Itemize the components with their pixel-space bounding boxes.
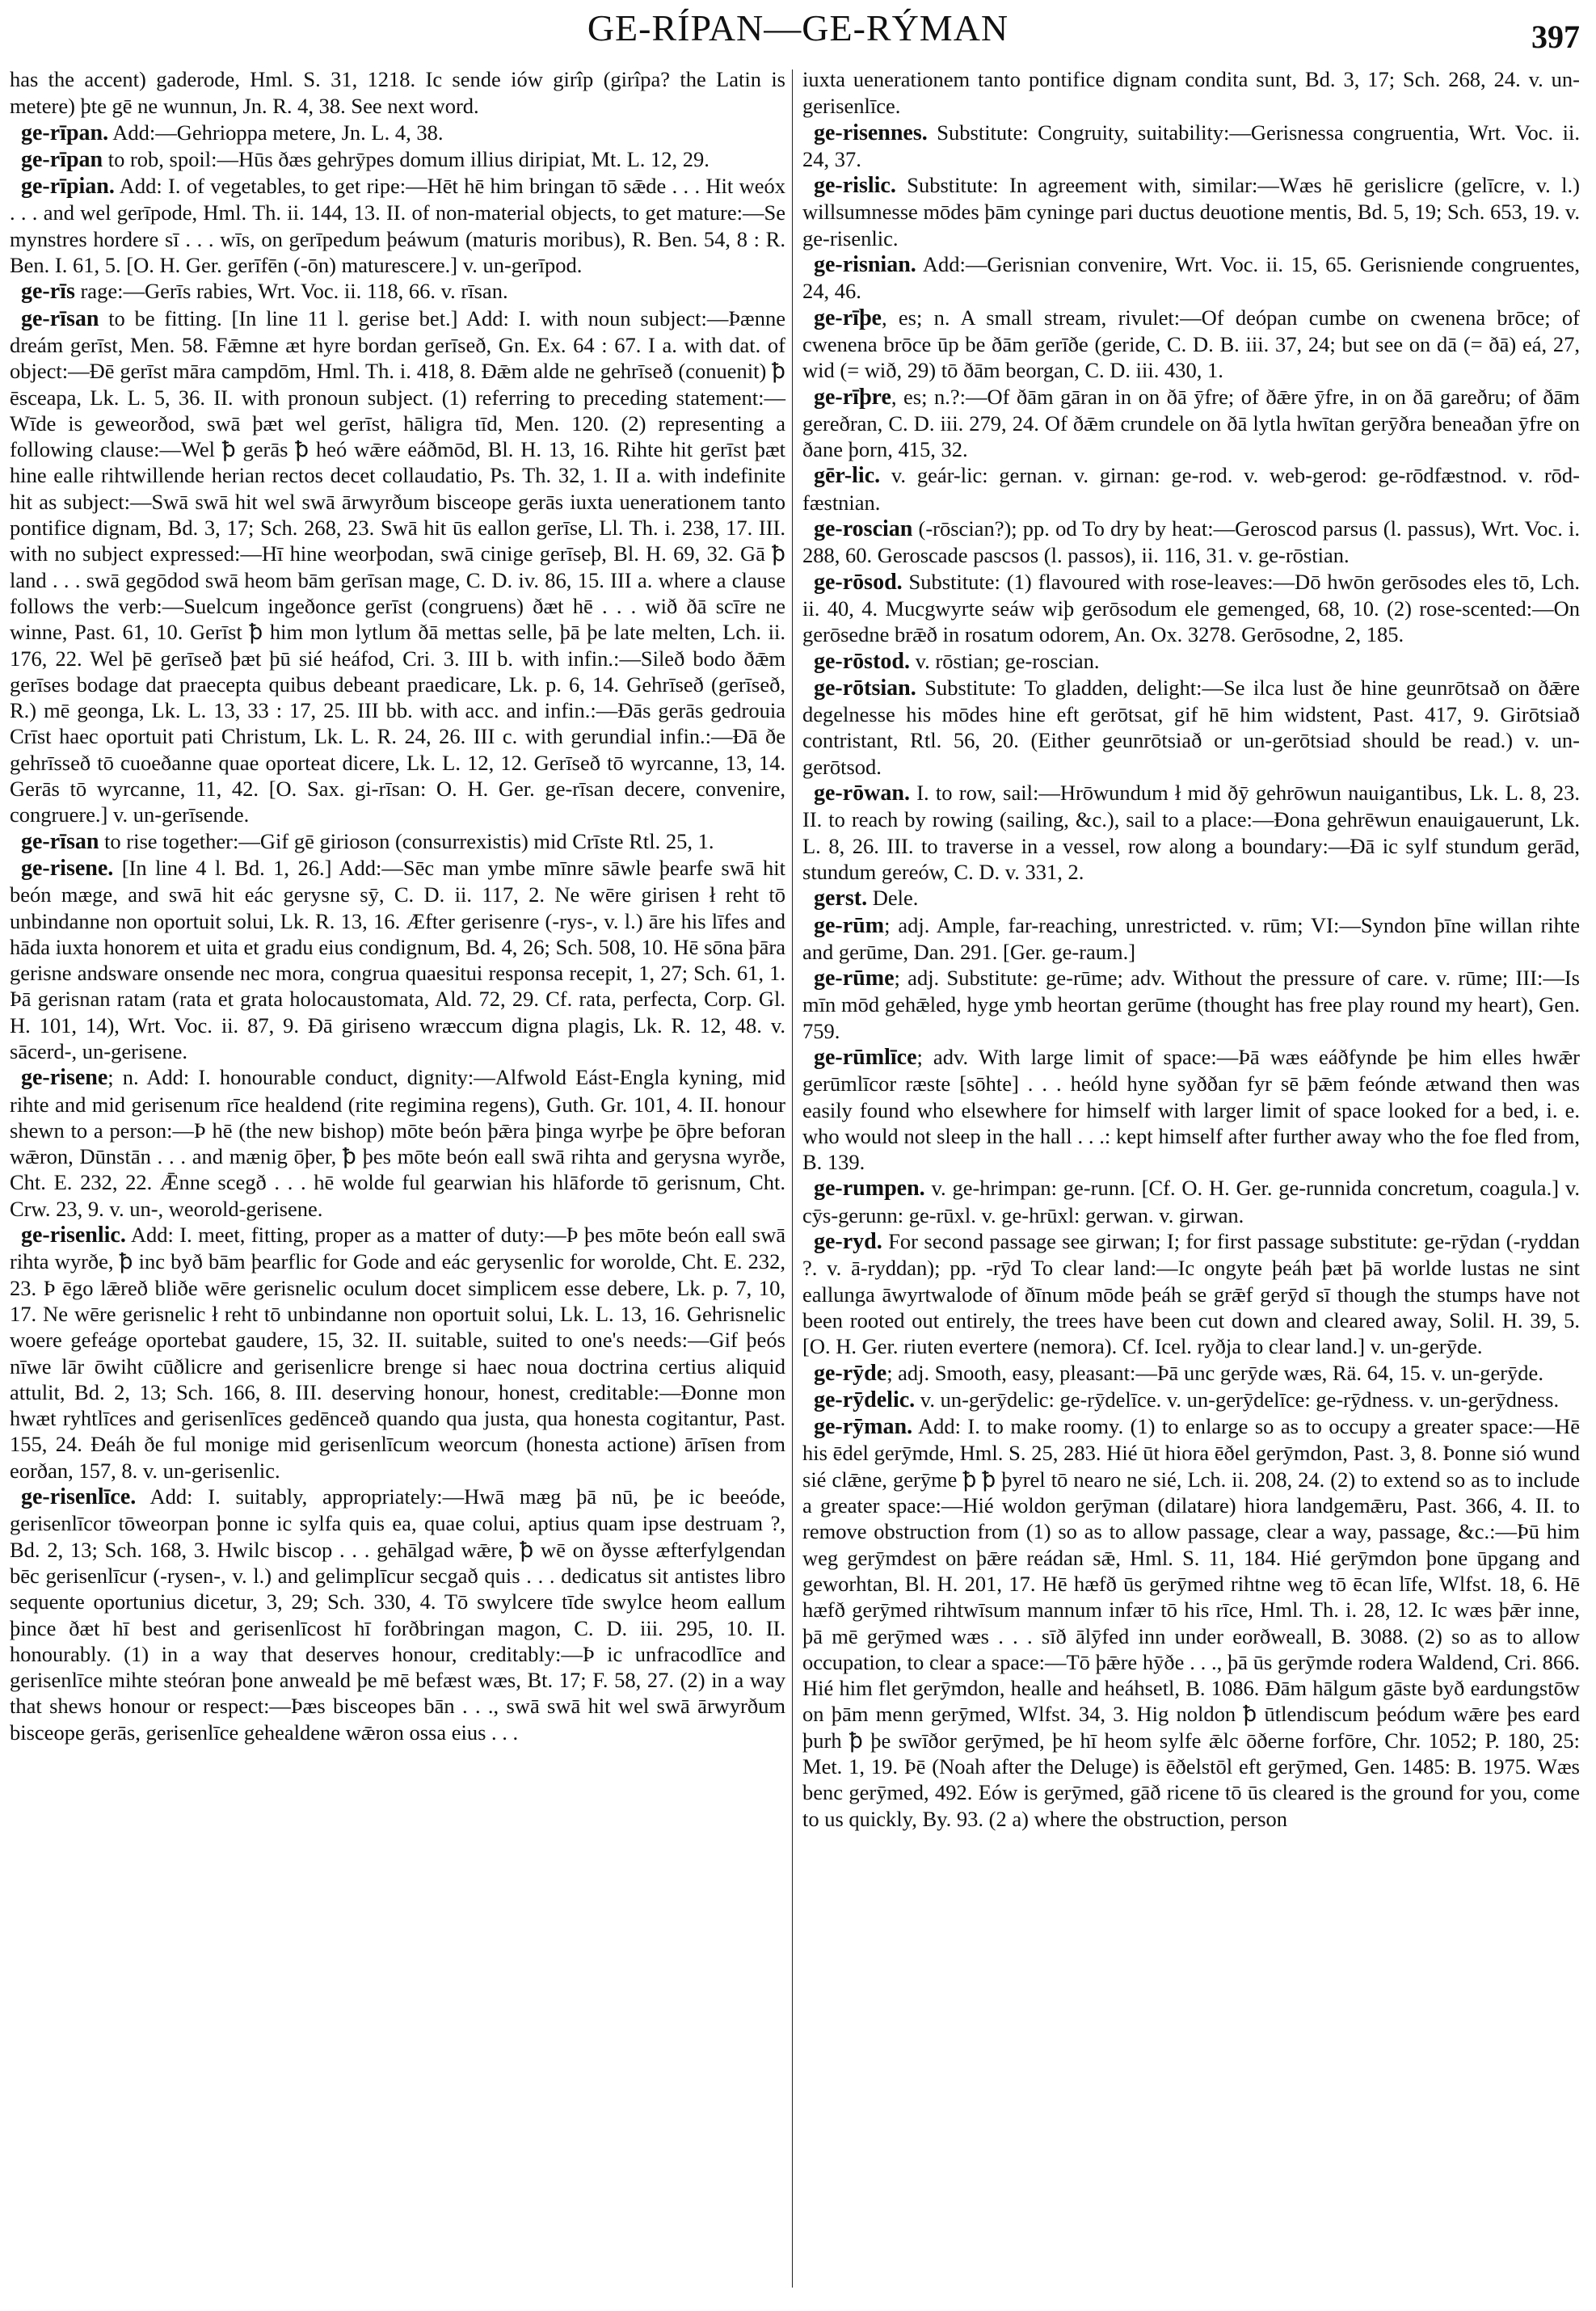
- right-column: [802, 66, 1580, 1832]
- entry-body: ; adv. With large limit of space:—Þā wæs eáðfynde þe him elles hwǣr gerūmlīcor ræste [sōhte] . . . heóld hyne syððan fyr sē þǣm feónde ætwand then was easily found who elsewhere for himself with larger limit of space looked for a bed, i. e. who would not sleep in the hall . . .: kept himself after further away who the foe fled from, B. 139.: [802, 1044, 1580, 1175]
- entry-body: ; adj. Ample, far-reaching, unrestricted. v. rūm; VI:—Syndon þīne willan rihte and gerūme, Dan. 291. [Ger. ge-raum.]: [802, 912, 1580, 964]
- entry-body: ; adj. Smooth, easy, pleasant:—Þā unc gerȳde wæs, Rä. 64, 15. v. un-gerȳde.: [886, 1360, 1543, 1385]
- dictionary-entry: [802, 965, 1580, 1044]
- headword: ge-rīpian.: [21, 174, 115, 200]
- entry-body: (-rōscian?); pp. od To dry by heat:—Geroscod parsus (l. passus), Wrt. Voc. i. 288, 60. Geroscade pascsos (l. passos), ii. 116, 31. v. ge-rōstian.: [802, 516, 1580, 568]
- entry-body: Dele.: [867, 886, 919, 911]
- entry-body: For second passage see girwan; I; for first passage substitute: ge-rȳdan (-ryddan ?. v. ā-ryddan); pp. -rȳd To clear land:—Ic ongyte þeáh þæt þā worlde lustas ne sint eallunga āwyrtwalode of ðīnum mōde þeáh se grǣf gerȳd sī though the stumps have not been rooted out entirely, the trees have been cut down and cleared away, Solil. H. 39, 5. [O. H. Ger. riuten evertere (nemora). Cf. Icel. ryðja to clear land.] v. un-gerȳde.: [802, 1229, 1580, 1359]
- entry-body: , es; n. A small stream, rivulet:—Of deópan cumbe on cwenena brōce; of cwenena brōce ūp be ðām gerīðe (geride, C. D. B. iii. 37, 24; but see on dā (= ðā) eá, 27, wid (= wið, 29) tō ðām beorgan, C. D. iii. 430, 1.: [802, 305, 1580, 383]
- headword: ge-ryd.: [814, 1229, 882, 1255]
- entry-body: Substitute: (1) flavoured with rose-leaves:—Dō hwōn gerōsodes eles tō, Lch. ii. 40, 4. Mucgwyrte seáw wiþ gerōsodum ele gemenged, 68, 10. (2) rose-scented:—On gerōsedne brǣð in rosatum odorem, An. Ox. 3278. Gerōsodne, 2, 185.: [802, 569, 1580, 647]
- headword: ge-risnian.: [814, 252, 916, 278]
- headword: ge-rīþre: [814, 384, 891, 410]
- left-column: [10, 66, 785, 1745]
- entry-body: iuxta uenerationem tanto pontifice dignam condita sunt, Bd. 3, 17; Sch. 268, 24. v. un-gerisenlīce.: [802, 67, 1580, 119]
- dictionary-entry: [802, 251, 1580, 305]
- dictionary-entry: [802, 305, 1580, 384]
- entry-body: Add: I. suitably, appropriately:—Hwā mæg þā nū, þe ic beeóde, gerisenlīcor tōweorpan þonne ic sylfa quis ea, quae colui, aptius quam ipse destruam ?, Bd. 2, 13; Sch. 168, 3. Hwilc biscop . . . gehālgad wǣre, ꝥ wē on ðysse æfterfylgendan bēc gerisenlīcur (-rysen-, v. l.) and gelimplīcur secgað quis . . . dedicatus sit antistes libro sequente oportunius dicetur, 3, 29; Sch. 330, 4. Tō swylcere tīde swylce heom eallum þince ðæt hī best and gerisenlīcost hī forðbringan magon, C. D. iii. 295, 10. II. honourably. (1) in a way that deserves honour, creditably:—Þ ic unfracodlīce and gerisenlīce mihte steóran þone anweald þe mē befæst wæs, Bt. 17; F. 58, 27. (2) in a way that shews honour or respect:—Þæs bisceopes bān . . ., swā swā hit wel swā ārwyrðum bisceope gerās, gerisenlīce gehealdene wǣron ossa eius . . .: [10, 1484, 785, 1745]
- headword: ge-rīþe: [814, 305, 882, 330]
- headword: ge-rȳdelic.: [814, 1387, 916, 1412]
- headword: ge-rōwan.: [814, 781, 910, 806]
- entry-body: to be fitting. [In line 11 l. gerise bet.] Add: I. with noun subject:—Þænne dreám gerīst, Men. 58. Fǣmne æt hyre bordan gerīseð, Gn. Ex. 64 : 67. I a. with dat. of object:—Ðē gerīst māra campdōm, Hml. Th. i. 418, 8. Ðǣm alde ne gehrīseð (conuenit) ꝥ ēsceapa, Lk. L. 5, 36. II. with pronoun subject. (1) referring to preceding statement:—Wīde is geweorðod, swā þæt wel gerīst, hāligra tīd, Men. 120. (2) representing a following clause:—Wel ꝥ gerās ꝥ heó wǣre eáðmōd, Bl. H. 13, 16. Rihte hit gerīst þæt hine ealle rihtwillende herian rectos decet collaudatio, Ps. Th. 32, 1. II a. with indefinite hit as subject:—Swā swā hit wel swā ārwyrðum bisceope gerās iuxta uenerationem tanto pontifice dignam, Bd. 3, 17; Sch. 268, 23. Swā hit ūs eallon gerīse, Ll. Th. i. 238, 17. III. with no subject expressed:—Hī hine weorþodan, swā cinige gerīseþ, Bl. H. 69, 32. Gā ꝥ land . . . swā gegōdod swā heom bām gerīsan mage, C. D. iv. 86, 15. III a. where a clause follows the verb:—Suelcum ingeðonce gerīst (congruens) ðæt hē . . . wið ðā scīre ne winne, Past. 61, 10. Gerīst ꝥ him mon lytlum ðā mettas selle, þā þe late melten, Lch. ii. 176, 22. Wel þē gerīseð þæt þū sié heáfod, Cri. 3. III b. with infin.:—Sileð bodo ðǣm gerīses bodage dat praecepta quibus debeant praedicare, Lk. p. 6, 14. Gehrīseð (gerīseð, R.) mē geonga, Lk. L. 13, 33 : 17, 25. III bb. with acc. and infin.:—Ðās gerās gedrouia Crīst haec oportuit pati Christum, Lk. L. R. 24, 26. III c. with gerundial infin.:—Ðā ðe gehrīsseð tō cuoeðanne quae oporteat dicere, Lk. L. 12, 12. Gerīseð tō wyrcanne, 13, 14. Gerās tō wyrcanne, 11, 42. [O. Sax. gi-rīsan: O. H. Ger. ge-rīsan decere, convenire, congruere.] v. un-gerīsende.: [10, 305, 785, 827]
- headword: ge-rūmlīce: [814, 1044, 917, 1070]
- dictionary-entry: [802, 172, 1580, 251]
- headword: ge-risene.: [21, 855, 114, 881]
- headword: ge-rȳman.: [814, 1414, 913, 1440]
- headword: ge-risene: [21, 1065, 108, 1091]
- headword: ge-rōtsian.: [814, 675, 916, 701]
- headword: ge-rīsan: [21, 305, 99, 331]
- entry-body: v. geár-lic: gernan. v. girnan: ge-rod. v. web-gerod: ge-rōdfæstnod. v. rōd-fæstnian.: [802, 463, 1580, 515]
- dictionary-entry: [802, 780, 1580, 885]
- entry-body: v. un-gerȳdelic: ge-rȳdelīce. v. un-gerȳdelīce: ge-rȳdness. v. un-gerȳdness.: [915, 1387, 1560, 1412]
- dictionary-entry: [802, 885, 1580, 911]
- dictionary-entry: [10, 1064, 785, 1222]
- headword: ge-risenlic.: [21, 1223, 126, 1248]
- entry-body: Add:—Gerisnian convenire, Wrt. Voc. ii. 15, 65. Gerisniende congruentes, 24, 46.: [802, 252, 1580, 304]
- headword: ge-rislic.: [814, 173, 896, 199]
- dictionary-entry: [802, 912, 1580, 966]
- dictionary-entry: [802, 462, 1580, 516]
- entry-body: ; n. Add: I. honourable conduct, dignity:—Alfwold Eást-Engla kyning, mid rihte and mid gerisenum rīce healdend (rite regimina regens), Guth. Gr. 101, 4. II. honour shewn to a person:—Þ hē (the new bishop) mōte beón þǣra þinga wyrþe þe ōþre beforan wǣron, Dūnstān . . . and mænig ōþer, ꝥ þes mōte beón eall swā rihta and gerysna wyrðe, Cht. E. 232, 22. Ǣnne scegð . . . hē wolde ful gearwian his hlāforde tō gerisnum, Cht. Crw. 23, 9. v. un-, weorold-gerisene.: [10, 1065, 785, 1221]
- entry-body: rage:—Gerīs rabies, Wrt. Voc. ii. 118, 66. v. rīsan.: [74, 279, 508, 304]
- running-head: GE-RÍPAN—GE-RÝMAN: [587, 7, 1009, 48]
- page-number: 397: [1531, 19, 1580, 55]
- entry-continuation: [10, 66, 785, 120]
- dictionary-entry: [802, 120, 1580, 173]
- entry-body: to rise together:—Gif gē girioson (consurrexistis) mid Crīste Rtl. 25, 1.: [99, 828, 714, 853]
- headword: ge-roscian: [814, 516, 913, 542]
- dictionary-entry: [10, 146, 785, 173]
- entry-body: to rob, spoil:—Hūs ðæs gehrȳpes domum illius diripiat, Mt. L. 12, 29.: [103, 146, 710, 171]
- dictionary-entry: [10, 828, 785, 855]
- entry-body: Substitute: Congruity, suitability:—Gerisnessa congruentia, Wrt. Voc. ii. 24, 37.: [802, 120, 1580, 171]
- entry-body: v. rōstian; ge-roscian.: [909, 648, 1100, 673]
- entry-body: Add: I. to make roomy. (1) to enlarge so as to occupy a greater space:—Hē his ēdel gerȳmde, Hml. S. 25, 283. Hié ūt hiora ēðel gerȳmdon, Past. 3, 8. Þonne sió wund sié clǣne, gerȳme ꝥ ꝥ þyrel tō nearo ne sié, Lch. ii. 208, 24. (2) to extend so as to include a greater space:—Hié woldon gerȳman (dilatare) hiora landgemǣru, Past. 366, 4. II. to remove obstruction from (1) so as to allow passage, clear a way, passage, &c.:—Þū him weg gerȳmdest on þǣre reádan sǣ, Hml. S. 11, 184. Hié gerȳmdon þone ūpgang and geworhtan, Bl. H. 201, 17. Hē hæfð ūs gerȳmed rihtne weg tō ēcan līfe, Wlfst. 18, 6. Hē hæfð gerȳmed rihtwīsum mannum infær tō his rīce, Hml. Th. i. 28, 12. Ic wæs þǣr inne, þā mē gerȳmed wæs . . . sīð ālȳfed inn under eorðweall, B. 3088. (2) so as to allow occupation, to clear a space:—Tō þǣre hȳðe . . ., þā ūs gerȳmde rodera Waldend, Cri. 866. Hié him flet gerȳmdon, healle and heáhsetl, B. 1086. Ðām hālgum gāste byð eardungstōw on þām menn gerȳmed, Wlfst. 34, 3. Hig noldon ꝥ ūtlendiscum þeódum wǣre þes eard þurh ꝥ þe swīðor gerȳmed, þe hī heom sylfe ǣlc ōðerne forfōre, Chr. 1052; P. 180, 25: Met. 1, 19. Þē (Noah after the Deluge) is ēðelstōl eft gerȳmed, Gen. 1485: B. 1975. Wæs benc gerȳmed, 492. Eów is gerȳmed, gāð ricene tō ūs cleared is the ground for you, come to us quickly, By. 93. (2 a) where the obstruction, person: [802, 1414, 1580, 1831]
- dictionary-entry: [802, 569, 1580, 648]
- dictionary-entry: [10, 855, 785, 1064]
- dictionary-entry: [10, 1484, 785, 1745]
- entry-body: I. to row, sail:—Hrōwundum ł mid ðȳ gehrōwun nauigantibus, Lk. L. 8, 23. II. to reach by rowing (sailing, &c.), sail to a place:—Ðona gehrēwun enauigauerunt, Lk. L. 8, 26. III. to traverse in a vessel, row along a boundary:—Ðā ic sylf stundum gerād, stundum gereów, C. D. v. 331, 2.: [802, 781, 1580, 884]
- headword: ge-rīpan.: [21, 120, 109, 145]
- dictionary-entry: [802, 1413, 1580, 1832]
- dictionary-entry: [802, 675, 1580, 780]
- headword: ge-rīpan: [21, 146, 103, 172]
- dictionary-entry: [802, 1360, 1580, 1387]
- dictionary-entry: [802, 1175, 1580, 1228]
- headword: ge-risennes.: [814, 120, 928, 145]
- headword: ge-rōsod.: [814, 569, 903, 595]
- dictionary-entry: [802, 1044, 1580, 1175]
- column-divider: [792, 69, 793, 2288]
- dictionary-entry: [10, 278, 785, 305]
- headword: ge-rīsan: [21, 828, 99, 854]
- headword: ge-rūme: [814, 966, 895, 991]
- dictionary-entry: [802, 1387, 1580, 1413]
- entry-continuation: [802, 66, 1580, 120]
- entry-body: Add: I. of vegetables, to get ripe:—Hēt hē him bringan tō sǣde . . . Hit weóx . . . and wel gerīpode, Hml. Th. ii. 144, 13. II. of non-material objects, to get mature:—Se mynstres hordere sī . . . wīs, on gerīpedum þeáwum (maturis moribus), R. Ben. 54, 8 : R. Ben. I. 61, 5. [O. H. Ger. gerīfēn (-ōn) maturescere.] v. un-gerīpod.: [10, 174, 785, 278]
- dictionary-entry: [10, 1222, 785, 1484]
- dictionary-entry: [10, 120, 785, 146]
- entry-body: Substitute: In agreement with, similar:—Wæs hē gerislicre (gelīcre, v. l.) willsumnesse mōdes þām cyninge pari ductus deuotione mentis, Bd. 5, 19; Sch. 653, 19. v. ge-risenlic.: [802, 173, 1580, 250]
- entry-body: Add: I. meet, fitting, proper as a matter of duty:—Þ þes mōte beón eall swā rihta wyrðe, ꝥ inc byð bām þearflic for Gode and eác gerysenlic for worolde, Cht. E. 232, 23. Þ ēgo lǣreð bliðe wēre gerisnelic oculum docet simplicem esse debere, Lk. p. 7, 10, 17. Ne wēre gerisnelic ł reht tō unbindanne non oportuit solui, Lk. L. 13, 16. Gehrisnelic woere gefeáge oportebat gaudere, 15, 32. II. suitable, suited to one's needs:—Gif þeós nīwe lār ōwiht cūðlicre and gerisenlicre brenge si haec noua doctrina certius aliquid attulit, Bd. 2, 13; Sch. 166, 8. III. deserving honour, honest, creditable:—Ðonne mon hwæt ryhtlīces and gerisenlīces gedēnceð quando qua justa, qua honesta cogitantur, Past. 155, 24. Ðeáh ðe ful monige mid gerisenlīcum weorcum (honesta actione) ārīsen from eorðan, 157, 8. v. un-gerisenlic.: [10, 1223, 785, 1483]
- headword: ge-rīs: [21, 279, 75, 305]
- dictionary-entry: [10, 305, 785, 828]
- headword: ge-risenlīce.: [21, 1484, 137, 1510]
- dictionary-entry: [802, 648, 1580, 675]
- headword: gēr-lic.: [814, 463, 881, 489]
- dictionary-entry: [802, 1228, 1580, 1359]
- headword: ge-rūm: [814, 912, 885, 938]
- headword: gerst.: [814, 886, 868, 911]
- dictionary-entry: [10, 173, 785, 278]
- entry-body: has the accent) gaderode, Hml. S. 31, 1218. Ic sende iów girîp (girîpa? the Latin is metere) þte gē ne wunnun, Jn. R. 4, 38. See next word.: [10, 67, 785, 119]
- headword: ge-rȳde: [814, 1360, 887, 1386]
- entry-body: Substitute: To gladden, delight:—Se ilca lust ðe hine geunrōtsað on ðǣre degelnesse his mōdes hine eft gerōtsat, gif hē him widstent, Past. 417, 9. Girōtsiað contristant, Rtl. 56, 20. (Either geunrōtsiað or un-gerōtsiad should be read.) v. un-gerōtsod.: [802, 675, 1580, 779]
- entry-body: Add:—Gehrioppa metere, Jn. L. 4, 38.: [108, 120, 444, 145]
- headword: ge-rumpen.: [814, 1176, 925, 1202]
- dictionary-entry: [802, 384, 1580, 463]
- entry-body: ; adj. Substitute: ge-rūme; adv. Without the pressure of care. v. rūme; III:—Is mīn mōd gehǣled, hyge ymb heortan gerūme (thought has free play round my heart), Gen. 759.: [802, 966, 1580, 1043]
- entry-body: v. ge-hrimpan: ge-runn. [Cf. O. H. Ger. ge-runnida concretum, coagula.] v. cȳs-gerunn: ge-rūxl. v. ge-hrūxl: gerwan. v. girwan.: [802, 1176, 1580, 1227]
- headword: ge-rōstod.: [814, 648, 910, 674]
- entry-body: [In line 4 l. Bd. 1, 26.] Add:—Sēc man ymbe mīnre sāwle þearfe swā hit beón mæge, and swā hit eác gerysne sȳ, C. D. ii. 117, 2. Ne wēre girisen ł reht tō unbindanne non oportuit solui, Lk. R. 13, 16. Æfter gerisenre (-rys-, v. l.) āre his līfes and hāda iuxta honorem et uita et gradu eius condignum, Bd. 4, 26; Sch. 508, 10. Hē sōna þāra gerisne andsware onsende nec mora, congrua quaesitui responsa recepit, 1, 27; Sch. 61, 1. Þā gerisnan ratam (rata et grata holocaustomata, Ald. 72, 29. Cf. rata, perfecta, Corp. Gl. H. 101, 14), Wrt. Voc. ii. 87, 9. Ðā giriseno wræccum digna plagis, Lk. R. 12, 48. v. sācerd-, un-gerisene.: [10, 855, 785, 1063]
- dictionary-entry: [802, 516, 1580, 569]
- entry-body: , es; n.?:—Of ðām gāran in on ðā ȳfre; of ðǣre ȳfre, in on ðā gareðru; of ðām gereðran, C. D. iii. 279, 24. Of ðǣm crundele on ðā lytla hwītan gerȳðra beneaðan ȳfre on ðane þorn, 415, 32.: [802, 384, 1580, 462]
